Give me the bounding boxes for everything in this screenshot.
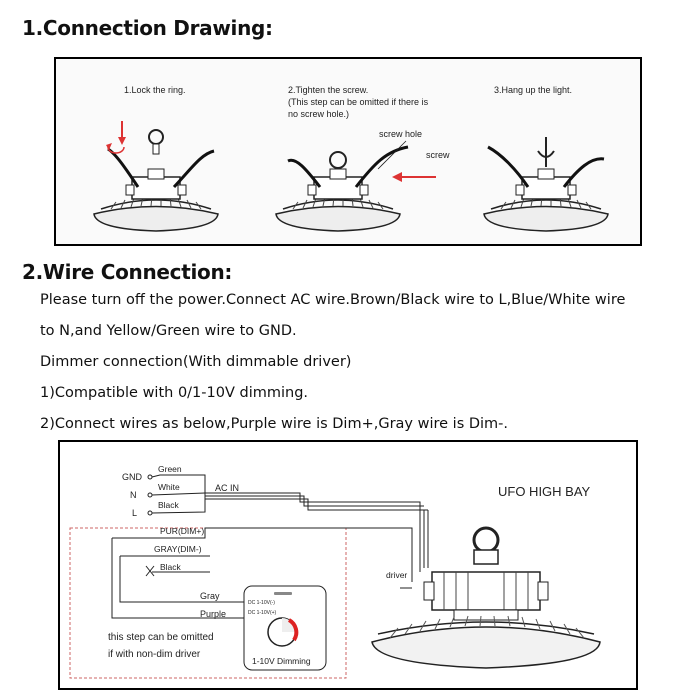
omit-note-line2: if with non-dim driver xyxy=(108,649,201,660)
omit-note-line1: this step can be omitted xyxy=(108,632,214,643)
dimmer-switch xyxy=(244,586,326,670)
ufo-high-bay-label: UFO HIGH BAY xyxy=(498,484,591,499)
green-wire-label: Green xyxy=(158,464,182,474)
screw-hole-label: screw hole xyxy=(379,129,423,139)
lamp-step1-illustration xyxy=(94,121,218,231)
dimming-label: 1-10V Dimming xyxy=(252,656,311,666)
step2-note-line2: no screw hole.) xyxy=(288,109,350,119)
n-label: N xyxy=(130,490,137,500)
instruction-line-1: Please turn off the power.Connect AC wire.Brown/Black wire to L,Blue/White wire xyxy=(40,292,626,308)
lamp-step3-illustration xyxy=(484,137,608,231)
l-label: L xyxy=(132,508,138,518)
ac-in-label: AC IN xyxy=(215,483,240,493)
connection-drawing-figure xyxy=(56,59,644,248)
step1-label: 1.Lock the ring. xyxy=(124,85,186,95)
instruction-line-4: 1)Compatible with 0/1-10V dimming. xyxy=(40,385,309,401)
instruction-line-5: 2)Connect wires as below,Purple wire is Dim+,Gray wire is Dim-. xyxy=(40,416,509,432)
ufo-lamp-illustration xyxy=(372,510,600,668)
instruction-line-3: Dimmer connection(With dimmable driver) xyxy=(40,354,352,370)
wiring-diagram-figure xyxy=(60,442,640,692)
black-dim-label: Black xyxy=(160,562,181,572)
screw-label: screw xyxy=(426,150,450,160)
white-wire-label: White xyxy=(158,482,180,492)
gray-dim-minus-label: GRAY(DIM-) xyxy=(154,544,202,554)
dc-minus-label: DC 1-10V(-) xyxy=(248,600,275,606)
pur-dim-plus-label: PUR(DIM+) xyxy=(160,526,205,536)
step2-note-line1: (This step can be omitted if there is xyxy=(288,97,429,107)
gray-wire-label: Gray xyxy=(200,591,220,601)
black-wire-label: Black xyxy=(158,500,179,510)
section-title-wire-connection: 2.Wire Connection: xyxy=(22,260,233,284)
lamp-step2-illustration xyxy=(276,141,436,231)
purple-wire-label: Purple xyxy=(200,609,227,619)
dc-plus-label: DC 1-10V(+) xyxy=(248,610,277,616)
step2-label: 2.Tighten the screw. xyxy=(288,85,369,95)
wiring-diagram-panel xyxy=(58,440,638,690)
driver-label: driver xyxy=(386,570,408,580)
connection-drawing-panel xyxy=(54,57,642,246)
instruction-line-2: to N,and Yellow/Green wire to GND. xyxy=(40,323,297,339)
step3-label: 3.Hang up the light. xyxy=(494,85,573,95)
section-title-connection-drawing: 1.Connection Drawing: xyxy=(22,16,273,40)
gnd-label: GND xyxy=(122,472,142,482)
